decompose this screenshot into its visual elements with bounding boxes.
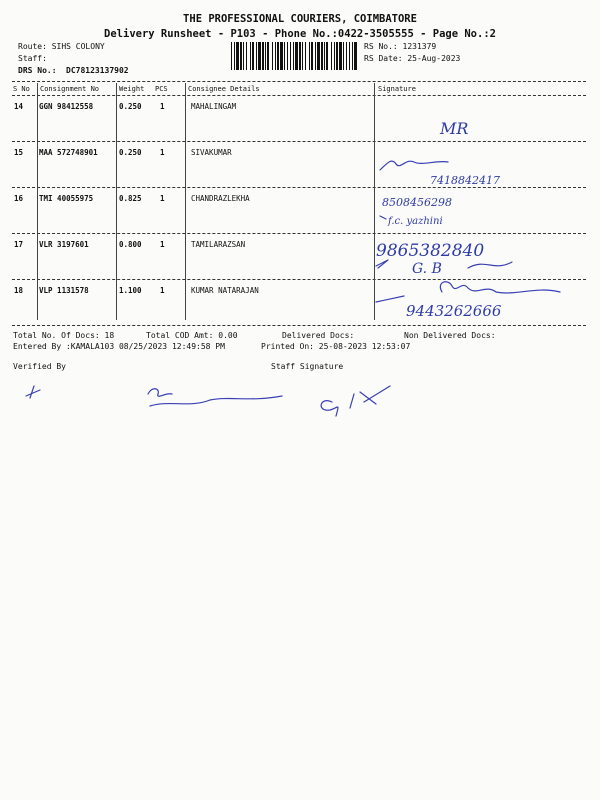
row-sno: 17 xyxy=(14,240,24,249)
non-delivered-docs: Non Delivered Docs: xyxy=(404,331,496,340)
total-cod: Total COD Amt: 0.00 xyxy=(146,331,238,340)
column-divider xyxy=(185,83,186,320)
footer-signatures xyxy=(20,372,420,432)
row-sno: 18 xyxy=(14,286,24,295)
barcode-bar xyxy=(293,42,294,70)
barcode-bar xyxy=(295,42,298,70)
barcode-bar xyxy=(343,42,344,70)
signature-scribble xyxy=(440,282,560,293)
barcode-bar xyxy=(267,42,269,70)
barcode-bar xyxy=(231,42,232,70)
barcode-bar xyxy=(265,42,266,70)
barcode-bar xyxy=(352,42,353,70)
barcode-bar xyxy=(240,42,242,70)
barcode-bar xyxy=(305,42,306,70)
staff-label: Staff: xyxy=(18,54,47,63)
signature-mark xyxy=(376,260,388,268)
verifier-signature xyxy=(26,386,40,398)
rs-date: RS Date: 25-Aug-2023 xyxy=(364,54,461,63)
barcode-bar xyxy=(275,42,276,70)
signature-row-14: MR xyxy=(440,119,469,138)
table-bottom-rule xyxy=(12,325,586,326)
barcode-bar xyxy=(243,42,244,70)
barcode-bar xyxy=(324,42,325,70)
drs-number: DC78123137902 xyxy=(66,66,129,75)
col-consignment: Consignment No xyxy=(40,85,100,93)
row-consignee: MAHALINGAM xyxy=(191,102,237,111)
barcode-bar xyxy=(354,42,357,70)
row-pcs: 1 xyxy=(160,194,165,203)
barcode-bar xyxy=(336,42,338,70)
staff-signature-2 xyxy=(321,386,390,416)
row-sno: 14 xyxy=(14,102,24,111)
entered-by: Entered By :KAMALA103 08/25/2023 12:49:58 PM xyxy=(13,342,225,351)
column-divider xyxy=(374,83,375,320)
row-pcs: 1 xyxy=(160,148,165,157)
barcode-bar xyxy=(290,42,291,70)
row-consignee: KUMAR NATARAJAN xyxy=(191,286,259,295)
barcode-bar xyxy=(346,42,347,70)
barcode-bar xyxy=(280,42,283,70)
row-consignment: GGN 98412558 xyxy=(39,102,94,111)
barcode-bar xyxy=(277,42,279,70)
row-pcs: 1 xyxy=(160,286,165,295)
column-divider xyxy=(116,83,117,320)
col-consignee: Consignee Details xyxy=(188,85,260,93)
row-weight: 0.250 xyxy=(119,102,142,111)
row-weight: 0.250 xyxy=(119,148,142,157)
row-consignee: CHANDRAZLEKHA xyxy=(191,194,250,203)
barcode-bar xyxy=(287,42,288,70)
row-consignment: VLP 1131578 xyxy=(39,286,89,295)
barcode-bar xyxy=(252,42,254,70)
barcode-bar xyxy=(317,42,320,70)
barcode-bar xyxy=(349,42,350,70)
delivered-docs: Delivered Docs: xyxy=(282,331,355,340)
row-sno: 16 xyxy=(14,194,24,203)
barcode-bar xyxy=(326,42,328,70)
document-title: THE PROFESSIONAL COURIERS, COIMBATORE xyxy=(183,13,417,25)
verified-by-label: Verified By xyxy=(13,362,66,371)
barcode-bar xyxy=(284,42,285,70)
signature-mark xyxy=(380,216,386,219)
rs-number: RS No.: 1231379 xyxy=(364,42,437,51)
name-row-16: f.c. yazhini xyxy=(388,216,443,227)
barcode-bar xyxy=(302,42,303,70)
staff-signature-1 xyxy=(148,389,282,406)
row-sno: 15 xyxy=(14,148,24,157)
barcode-bar xyxy=(262,42,264,70)
row-pcs: 1 xyxy=(160,102,165,111)
signature-scribble xyxy=(380,161,448,170)
printed-on: Printed On: 25-08-2023 12:53:07 xyxy=(261,342,411,351)
barcode-bar xyxy=(236,42,239,70)
signature-mark xyxy=(376,296,404,302)
row-consignment: TMI 40055975 xyxy=(39,194,94,203)
barcode-bar xyxy=(234,42,235,70)
route-label: Route: SIHS COLONY xyxy=(18,42,105,51)
document-subtitle: Delivery Runsheet - P103 - Phone No.:0422-3505555 - Page No.:2 xyxy=(104,28,496,40)
row-pcs: 1 xyxy=(160,240,165,249)
table-top-rule xyxy=(12,81,586,82)
phone-row-15: 7418842417 xyxy=(430,174,500,187)
barcode-bar xyxy=(256,42,257,70)
row-consignment: VLR 3197601 xyxy=(39,240,89,249)
col-weight: Weight xyxy=(119,85,145,93)
signature-scribble xyxy=(468,262,512,268)
row-consignee: TAMILARAZSAN xyxy=(191,240,246,249)
staff-signature-label: Staff Signature xyxy=(271,362,344,371)
handwritten-signatures xyxy=(376,96,586,325)
phone-row-17: 9865382840 xyxy=(376,241,485,261)
col-pcs: PCS xyxy=(155,85,168,93)
barcode-bar xyxy=(339,42,342,70)
phone-row-18: 9443262666 xyxy=(406,302,502,320)
barcode-bar xyxy=(331,42,332,70)
barcode xyxy=(231,42,357,70)
column-divider xyxy=(37,83,38,320)
row-consignment: MAA 572748901 xyxy=(39,148,98,157)
name-row-17: G. B xyxy=(412,261,442,277)
col-sno: S No xyxy=(13,85,30,93)
barcode-bar xyxy=(246,42,247,70)
barcode-bar xyxy=(309,42,310,70)
row-weight: 1.100 xyxy=(119,286,142,295)
barcode-bar xyxy=(272,42,273,70)
col-signature: Signature xyxy=(378,85,416,93)
barcode-bar xyxy=(315,42,316,70)
barcode-bar xyxy=(311,42,313,70)
barcode-bar xyxy=(334,42,335,70)
total-docs: Total No. Of Docs: 18 xyxy=(13,331,115,340)
barcode-bar xyxy=(258,42,261,70)
row-consignee: SIVAKUMAR xyxy=(191,148,232,157)
drs-label: DRS No.: xyxy=(18,66,57,75)
barcode-bar xyxy=(250,42,251,70)
barcode-bar xyxy=(321,42,323,70)
phone-row-16: 8508456298 xyxy=(382,196,452,209)
row-weight: 0.825 xyxy=(119,194,142,203)
barcode-bar xyxy=(299,42,301,70)
row-weight: 0.800 xyxy=(119,240,142,249)
